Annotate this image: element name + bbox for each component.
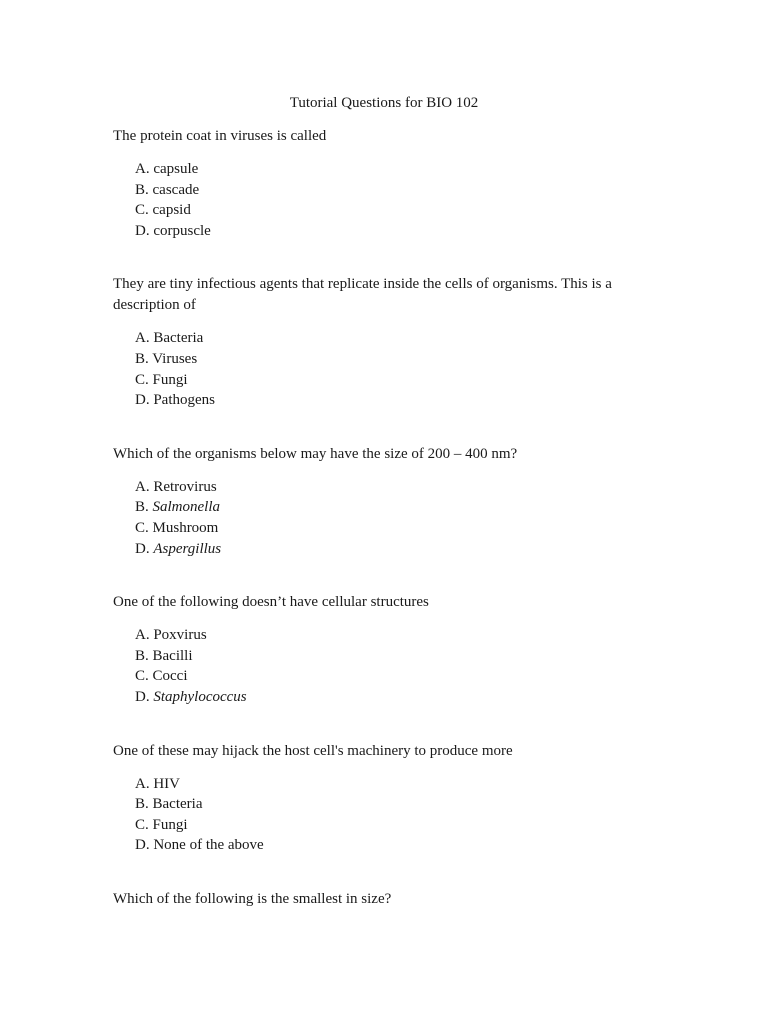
option-text: Pathogens: [153, 392, 216, 409]
option-letter: B.: [135, 181, 149, 198]
option-text: corpuscle: [153, 222, 211, 239]
option-letter: B.: [135, 647, 149, 664]
option-text: cascade: [152, 181, 200, 198]
option-text: capsule: [153, 161, 199, 177]
option-item: [135, 518, 633, 539]
option-letter: D.: [135, 688, 150, 705]
option-item: [135, 815, 633, 836]
option-text: Salmonella: [152, 499, 221, 516]
option-item: [135, 221, 633, 242]
option-text: Viruses: [152, 350, 198, 367]
option-item: [135, 349, 633, 370]
option-item: [135, 200, 633, 221]
option-text: Retrovirus: [153, 478, 217, 495]
option-list: [113, 477, 633, 559]
option-text: None of the above: [153, 837, 264, 854]
option-item: [135, 687, 633, 708]
option-letter: B.: [135, 796, 149, 813]
question-block: [113, 592, 633, 707]
option-text: capsid: [152, 202, 191, 219]
option-item: [135, 774, 633, 795]
option-item: [135, 477, 633, 498]
option-letter: C.: [135, 371, 149, 388]
option-letter: D.: [135, 222, 150, 239]
option-list: [113, 625, 633, 707]
option-letter: A.: [135, 627, 150, 644]
option-item: [135, 497, 633, 518]
option-letter: B.: [135, 350, 149, 367]
option-item: [135, 835, 633, 856]
document-title: Tutorial Questions for BIO 102: [289, 95, 479, 111]
option-letter: B.: [135, 499, 149, 516]
option-text: Bacteria: [153, 330, 204, 347]
option-item: [135, 328, 633, 349]
option-text: Fungi: [152, 816, 188, 833]
option-item: [135, 646, 633, 667]
option-list: [113, 328, 633, 410]
option-text: Staphylococcus: [153, 688, 247, 705]
option-letter: A.: [135, 478, 150, 495]
option-text: Mushroom: [152, 519, 219, 536]
option-item: [135, 539, 633, 560]
option-letter: D.: [135, 392, 150, 409]
option-letter: C.: [135, 202, 149, 219]
option-text: Fungi: [152, 371, 188, 388]
option-text: Aspergillus: [153, 540, 222, 557]
option-text: Bacilli: [152, 647, 193, 664]
option-text: HIV: [153, 775, 181, 792]
option-letter: A.: [135, 161, 150, 177]
question-block: [113, 741, 633, 856]
option-letter: C.: [135, 668, 149, 685]
option-item: [135, 180, 633, 201]
option-item: [135, 625, 633, 646]
question-text: Which of the following is the smallest in size?: [113, 890, 392, 907]
question-text: Which of the organisms below may have the size of 200 – 400 nm?: [113, 445, 518, 462]
option-letter: A.: [135, 330, 150, 347]
question-text: They are tiny infectious agents that replicate inside the cells of organisms. This is a description of: [113, 276, 612, 314]
question-block: [113, 889, 633, 910]
option-letter: C.: [135, 519, 149, 536]
option-text: Cocci: [152, 668, 188, 685]
option-letter: D.: [135, 837, 150, 854]
option-item: [135, 666, 633, 687]
option-text: Bacteria: [152, 796, 203, 813]
option-list: [113, 159, 633, 241]
question-text: One of these may hijack the host cell's machinery to produce more: [113, 742, 513, 759]
option-list: [113, 774, 633, 856]
question-block: [113, 126, 633, 241]
option-letter: D.: [135, 540, 150, 557]
question-list: [113, 126, 633, 943]
question-text: The protein coat in viruses is called: [113, 128, 327, 144]
option-item: [135, 159, 633, 180]
option-item: [135, 794, 633, 815]
option-letter: A.: [135, 775, 150, 792]
question-text: One of the following doesn’t have cellular structures: [113, 594, 429, 611]
option-text: Poxvirus: [153, 627, 207, 644]
question-block: [113, 274, 633, 410]
question-block: [113, 444, 633, 559]
option-letter: C.: [135, 816, 149, 833]
option-item: [135, 370, 633, 391]
option-item: [135, 390, 633, 411]
